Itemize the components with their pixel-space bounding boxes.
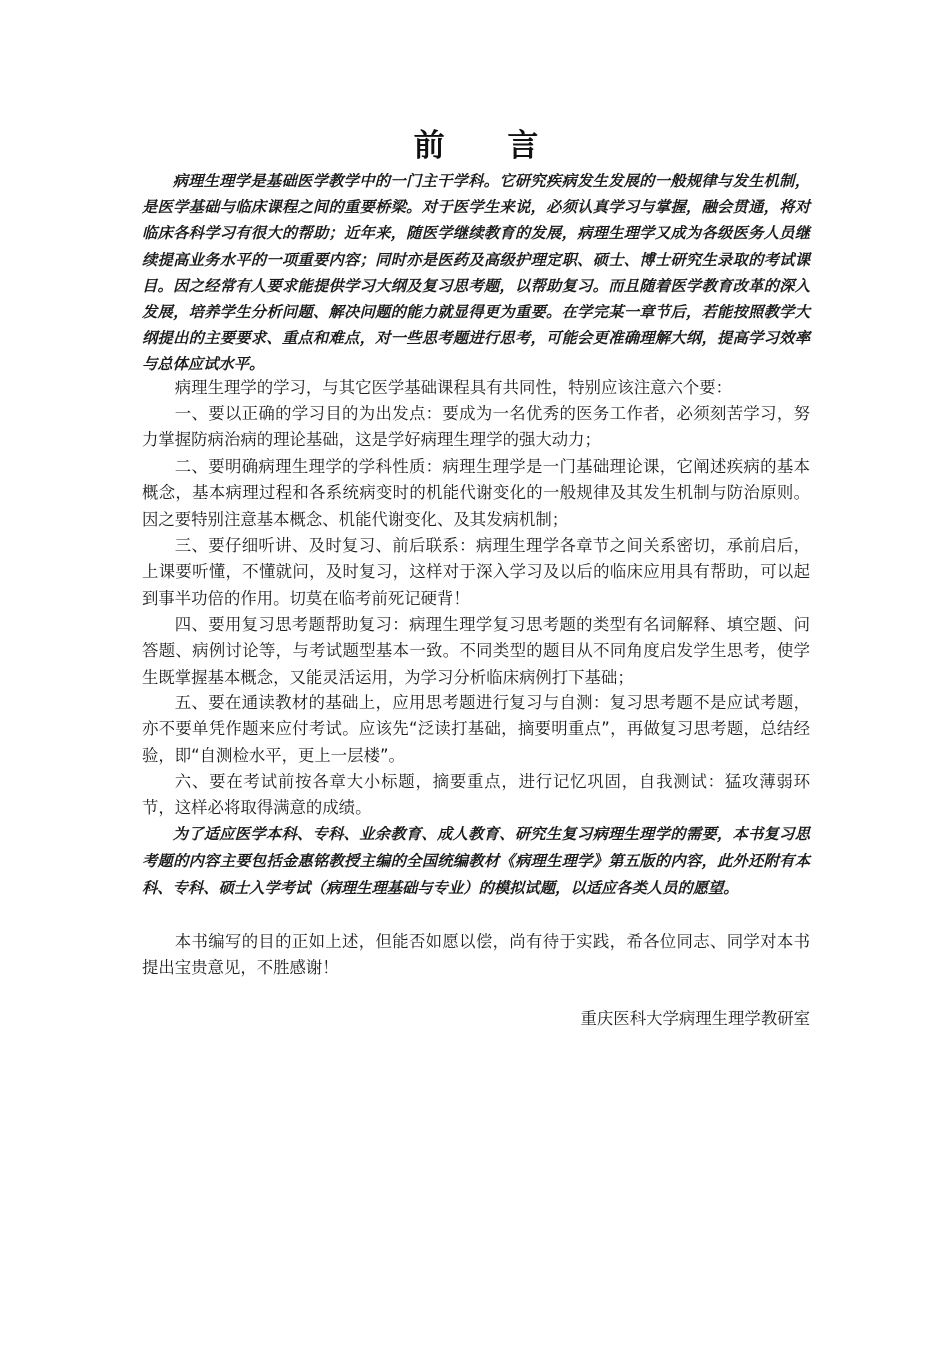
paragraph-point-one: 一、要以正确的学习目的为出发点：要成为一名优秀的医务工作者，必须刻苦学习，努力掌握防病治病的理论基础，这是学好病理生理学的强大动力； [142,404,810,450]
paragraph-point-six: 六、要在考试前按各章大小标题，摘要重点，进行记忆巩固，自我测试：猛攻薄弱环节，这样必将取得满意的成绩。 [142,772,810,818]
paragraph-point-two: 二、要明确病理生理学的学科性质：病理生理学是一门基础理论课，它阐述疾病的基本概念，基本病理过程和各系统病变时的机能代谢变化的一般规律及其发生机制与防治原则。因之要特别注意基本概念、机能代谢变化、及其发病机制； [142,457,810,529]
paragraph-book-scope: 为了适应医学本科、专科、业余教育、成人教育、研究生复习病理生理学的需要，本书复习思考题的内容主要包括金惠铭教授主编的全国统编教材《病理生理学》第五版的内容，此外还附有本科、专科、硕士入学考试（病理生理基础与专业）的模拟试题，以适应各类人员的愿望。 [142,825,810,897]
page-title: 前 言 [413,128,565,164]
paragraph-intro: 病理生理学是基础医学教学中的一门主干学科。它研究疾病发生发展的一般规律与发生机制，是医学基础与临床课程之间的重要桥梁。对于医学生来说，必须认真学习与掌握，融会贯通，将对临床各科学习有很大的帮助；近年来，随医学继续教育的发展，病理生理学又成为各级医务人员继续提高业务水平的一项重要内容；同时亦是医药及高级护理定职、硕士、博士研究生录取的考试课目。因之经常有人要求能提供学习大纲及复习思考题，以帮助复习。而且随着医学教育改革的深入发展，培养学生分析问题、解决问题的能力就显得更为重要。在学完某一章节后，若能按照教学大纲提出的主要要求、重点和难点，对一些思考题进行思考，可能会更准确理解大纲，提高学习效率与总体应试水平。 [142,172,810,374]
paragraph-closing: 本书编写的目的正如上述，但能否如愿以偿，尚有待于实践，希各位同志、同学对本书提出宝贵意见，不胜感谢！ [142,932,810,978]
paragraph-point-three: 三、要仔细听讲、及时复习、前后联系：病理生理学各章节之间关系密切，承前启后，上课要听懂，不懂就问，及时复习，这样对于深入学习及以后的临床应用具有帮助，可以起到事半功倍的作用。切莫在临考前死记硬背！ [142,536,810,608]
paragraph-point-four: 四、要用复习思考题帮助复习：病理生理学复习思考题的类型有名词解释、填空题、问答题、病例讨论等，与考试题型基本一致。不同类型的题目从不同角度启发学生思考，使学生既掌握基本概念，又能灵活运用，为学习分析临床病例打下基础； [142,615,810,687]
paragraph-six-points-lead: 病理生理学的学习，与其它医学基础课程具有共同性，特别应该注意六个要： [174,378,733,397]
signature: 重庆医科大学病理生理学教研室 [580,1009,810,1028]
paragraph-point-five: 五、要在通读教材的基础上，应用思考题进行复习与自测：复习思考题不是应试考题，亦不要单凭作题来应付考试。应该先“泛读打基础，摘要明重点”，再做复习思考题，总结经验，即“自测检水平，更上一层楼”。 [142,693,810,765]
